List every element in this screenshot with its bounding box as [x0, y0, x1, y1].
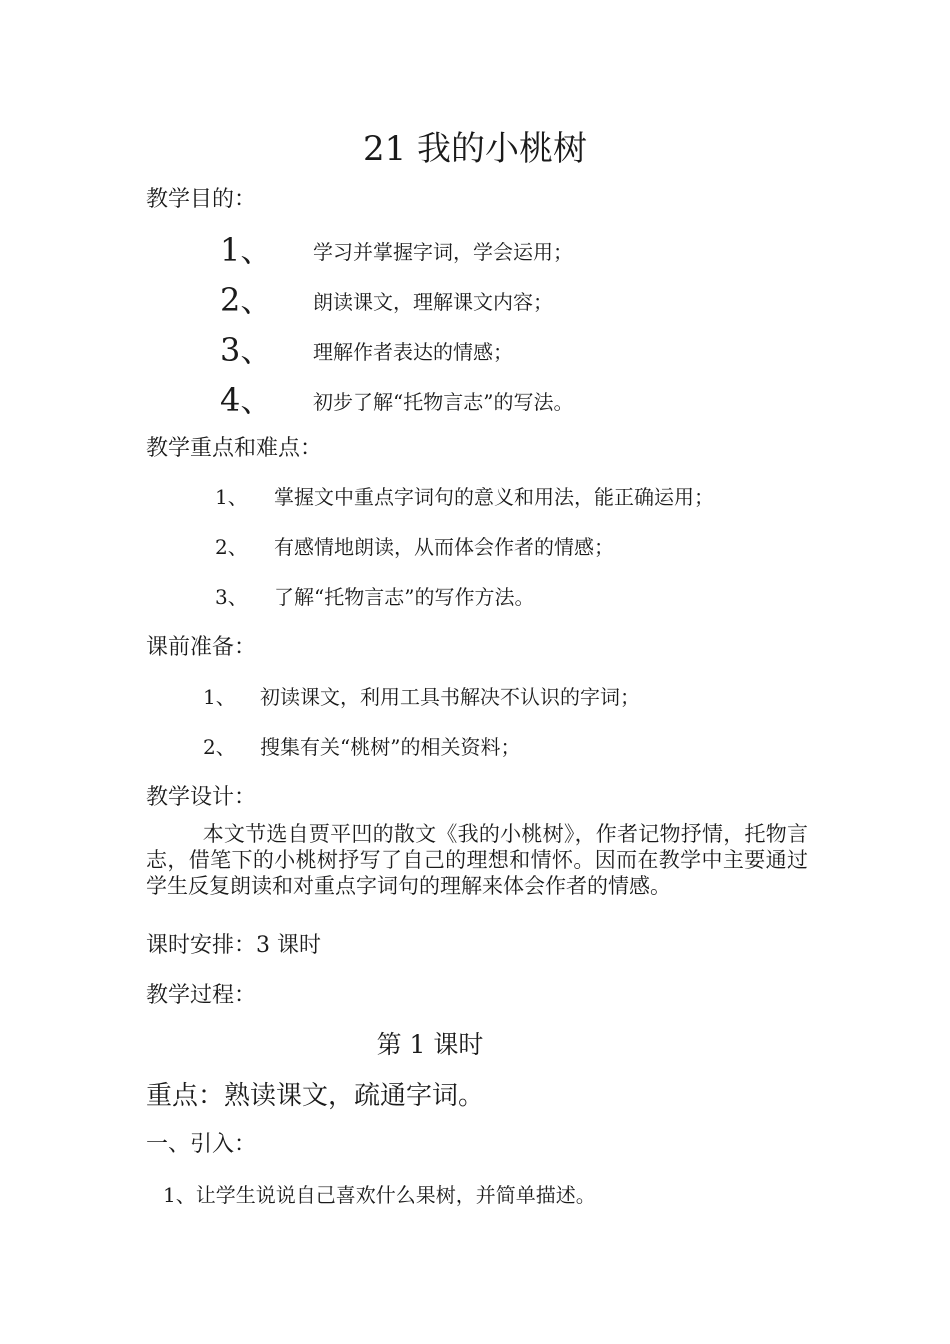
- key-points-heading: 教学重点和难点：: [146, 436, 323, 461]
- preparation-text: 初读课文，利用工具书解决不认识的字词；: [260, 685, 640, 709]
- key-point-number: 2、: [215, 535, 248, 559]
- goal-text: 理解作者表达的情感；: [313, 340, 513, 364]
- goal-number: 2、: [220, 281, 273, 319]
- lesson-focus: 重点：熟读课文，疏通字词。: [146, 1081, 485, 1111]
- design-heading: 教学设计：: [146, 785, 257, 810]
- document-title: 21 我的小桃树: [362, 129, 588, 169]
- preparation-number: 2、: [203, 735, 236, 759]
- goals-heading: 教学目的：: [146, 187, 257, 212]
- preparation-heading: 课前准备：: [146, 635, 257, 660]
- design-paragraph: 本文节选自贾平凹的散文《我的小桃树》，作者记物抒情，托物言志，借笔下的小桃树抒写了自己的理想和情怀。因而在教学中主要通过学生反复朗读和对重点字词句的理解来体会作者的情感。: [146, 822, 808, 898]
- goal-text: 初步了解“托物言志”的写法。: [313, 390, 574, 414]
- goal-number: 4、: [220, 381, 273, 419]
- goal-number: 3、: [220, 331, 273, 369]
- process-heading: 教学过程：: [146, 983, 257, 1008]
- schedule-line: 课时安排：3 课时: [146, 933, 321, 958]
- goal-text: 朗读课文，理解课文内容；: [313, 290, 553, 314]
- goal-text: 学习并掌握字词，学会运用；: [313, 240, 573, 264]
- lesson-title: 第 1 课时: [376, 1030, 484, 1059]
- key-point-text: 有感情地朗读，从而体会作者的情感；: [274, 535, 614, 559]
- preparation-text: 搜集有关“桃树”的相关资料；: [260, 735, 521, 759]
- preparation-number: 1、: [203, 685, 236, 709]
- key-point-number: 1、: [215, 485, 248, 509]
- key-point-text: 了解“托物言志”的写作方法。: [274, 585, 535, 609]
- intro-heading: 一、引入：: [146, 1132, 257, 1157]
- goal-number: 1、: [220, 231, 273, 269]
- key-point-text: 掌握文中重点字词句的意义和用法，能正确运用；: [274, 485, 714, 509]
- key-point-number: 3、: [215, 585, 248, 609]
- intro-item: 1、让学生说说自己喜欢什么果树，并简单描述。: [163, 1183, 596, 1207]
